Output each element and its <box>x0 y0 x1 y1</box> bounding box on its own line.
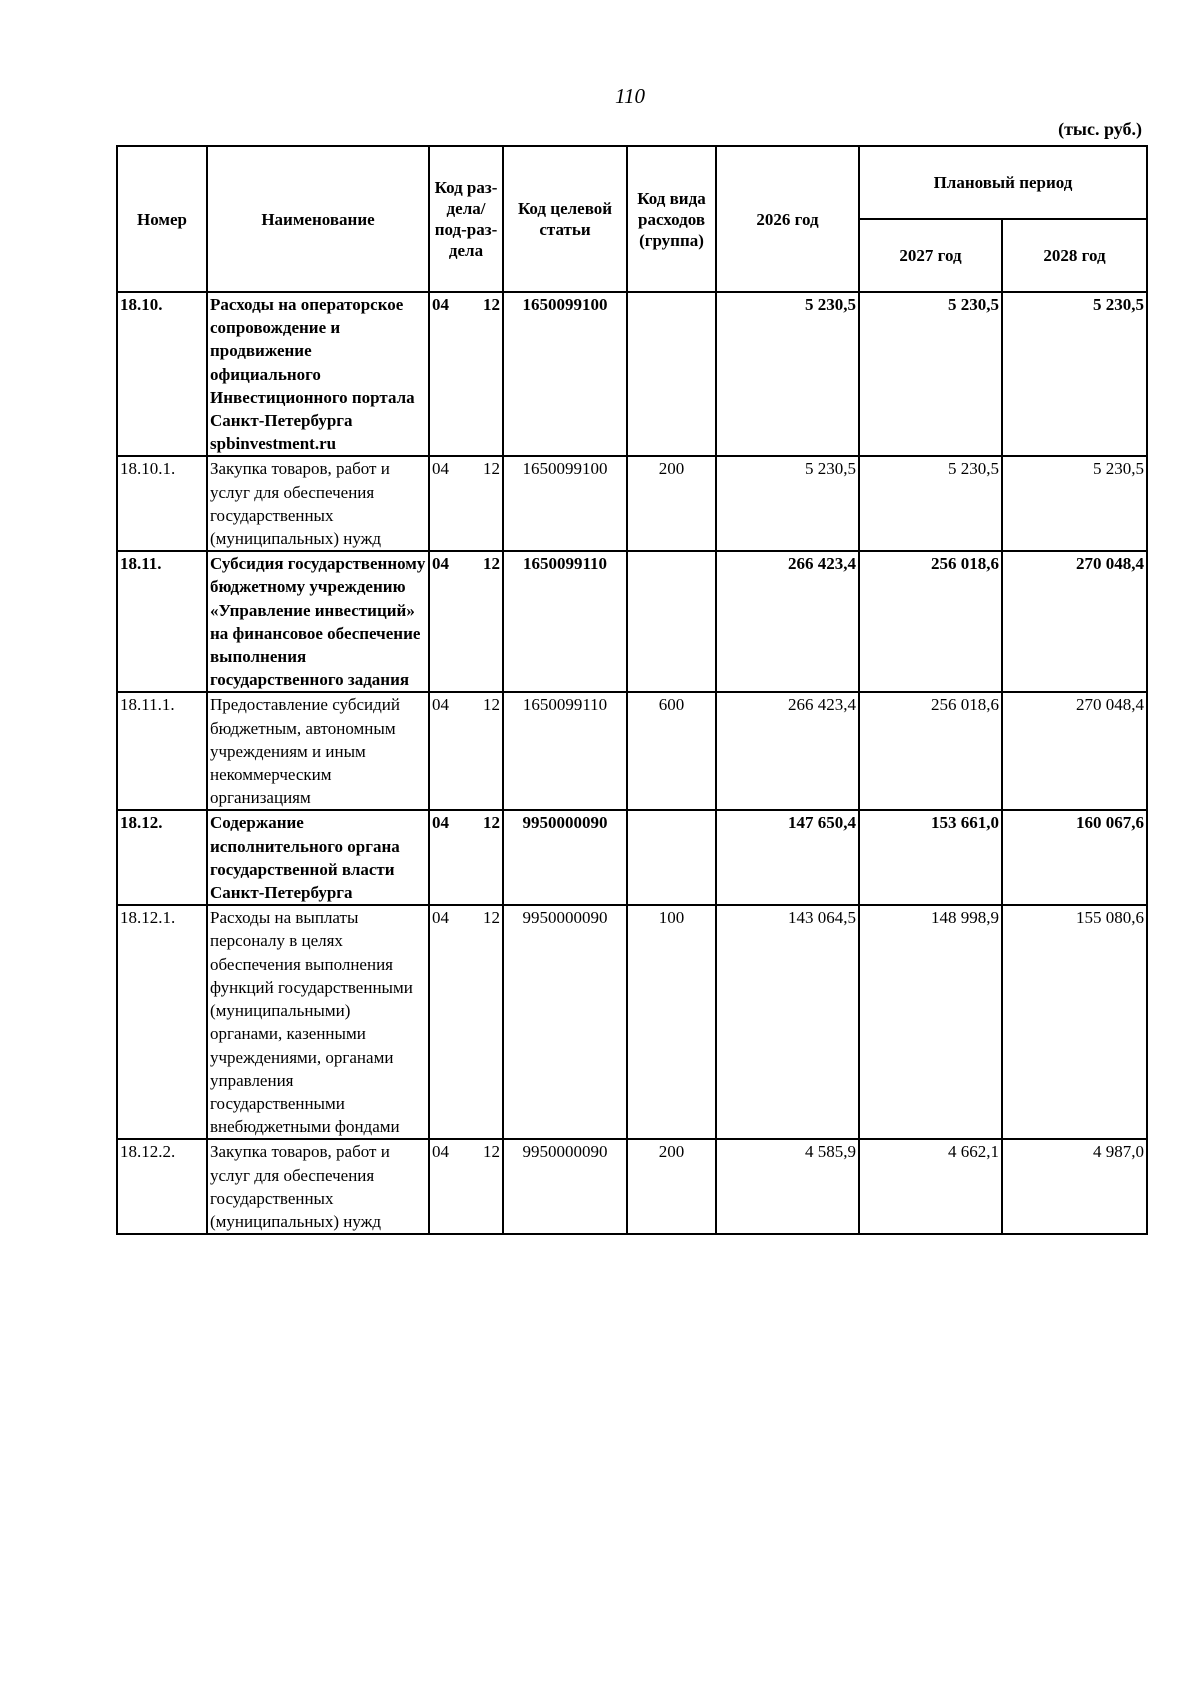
row-amount-2027: 5 230,5 <box>859 292 1002 456</box>
header-2026: 2026 год <box>716 146 859 292</box>
section-code: 04 <box>432 459 449 479</box>
section-code: 04 <box>432 813 449 833</box>
header-target: Код целевой статьи <box>503 146 627 292</box>
row-amount-2026: 143 064,5 <box>716 905 859 1139</box>
row-section-code <box>429 905 503 1139</box>
subsection-code: 12 <box>483 459 500 479</box>
row-number: 18.12.1. <box>117 905 207 1139</box>
row-number: 18.11.1. <box>117 692 207 810</box>
section-code: 04 <box>432 1142 449 1162</box>
row-name: Предоставление субсидий бюджетным, автономным учреждениям и иным некоммерческим организациям <box>207 692 429 810</box>
row-amount-2028: 5 230,5 <box>1002 292 1147 456</box>
header-section: Код раз-дела/ под-раз-дела <box>429 146 503 292</box>
row-expense-group <box>627 292 716 456</box>
row-amount-2027: 153 661,0 <box>859 810 1002 905</box>
units-label: (тыс. руб.) <box>1058 119 1142 139</box>
row-section-code <box>429 810 503 905</box>
header-2028: 2028 год <box>1002 219 1147 292</box>
row-number: 18.12. <box>117 810 207 905</box>
row-amount-2027: 4 662,1 <box>859 1139 1002 1234</box>
subsection-code: 12 <box>483 295 500 314</box>
row-amount-2027: 256 018,6 <box>859 692 1002 810</box>
row-target-code: 1650099110 <box>503 551 627 692</box>
row-section-code <box>429 692 503 810</box>
row-target-code: 1650099110 <box>503 692 627 810</box>
row-target-code: 1650099100 <box>503 292 627 456</box>
row-name: Закупка товаров, работ и услуг для обеспечения государственных (муниципальных) нужд <box>207 1139 429 1234</box>
row-target-code: 9950000090 <box>503 810 627 905</box>
row-amount-2028: 4 987,0 <box>1002 1139 1147 1234</box>
row-target-code: 9950000090 <box>503 905 627 1139</box>
row-amount-2026: 4 585,9 <box>716 1139 859 1234</box>
row-amount-2026: 5 230,5 <box>716 292 859 456</box>
row-amount-2027: 256 018,6 <box>859 551 1002 692</box>
row-amount-2028: 270 048,4 <box>1002 551 1147 692</box>
row-amount-2028: 5 230,5 <box>1002 456 1147 551</box>
row-name: Закупка товаров, работ и услуг для обеспечения государственных (муниципальных) нужд <box>207 456 429 551</box>
row-number: 18.11. <box>117 551 207 692</box>
budget-table <box>116 145 1148 1235</box>
table-row <box>117 292 1147 456</box>
header-expense-type: Код вида расходов (группа) <box>627 146 716 292</box>
header-number: Номер <box>117 146 207 292</box>
row-target-code: 1650099100 <box>503 456 627 551</box>
header-planned-period: Плановый период <box>859 146 1147 219</box>
row-amount-2028: 270 048,4 <box>1002 692 1147 810</box>
header-name: Наименование <box>207 146 429 292</box>
row-amount-2026: 266 423,4 <box>716 692 859 810</box>
row-expense-group: 600 <box>627 692 716 810</box>
table-row <box>117 692 1147 810</box>
table-row <box>117 905 1147 1139</box>
table-row <box>117 456 1147 551</box>
row-amount-2026: 266 423,4 <box>716 551 859 692</box>
section-code: 04 <box>432 295 449 314</box>
row-amount-2026: 5 230,5 <box>716 456 859 551</box>
section-code: 04 <box>432 554 449 574</box>
subsection-code: 12 <box>483 813 500 833</box>
row-amount-2026: 147 650,4 <box>716 810 859 905</box>
table-row <box>117 810 1147 905</box>
subsection-code: 12 <box>483 554 500 574</box>
row-name: Расходы на выплаты персоналу в целях обеспечения выполнения функций государственными (муниципальными) органами, казенными учреждениями, органами управления государственными внебюджетными фондами <box>207 905 429 1139</box>
table-row <box>117 551 1147 692</box>
header-2027: 2027 год <box>859 219 1002 292</box>
row-number: 18.12.2. <box>117 1139 207 1234</box>
row-target-code: 9950000090 <box>503 1139 627 1234</box>
subsection-code: 12 <box>483 1142 500 1162</box>
row-number: 18.10.1. <box>117 456 207 551</box>
row-section-code <box>429 292 503 456</box>
row-amount-2027: 5 230,5 <box>859 456 1002 551</box>
row-number: 18.10. <box>117 292 207 456</box>
row-section-code <box>429 551 503 692</box>
row-expense-group: 200 <box>627 456 716 551</box>
table-row <box>117 1139 1147 1234</box>
row-section-code <box>429 456 503 551</box>
row-amount-2028: 155 080,6 <box>1002 905 1147 1139</box>
row-expense-group: 200 <box>627 1139 716 1234</box>
row-amount-2027: 148 998,9 <box>859 905 1002 1139</box>
subsection-code: 12 <box>483 908 500 928</box>
row-name: Субсидия государственному бюджетному учреждению «Управление инвестиций» на финансовое обеспечение выполнения государственного задания <box>207 551 429 692</box>
row-expense-group <box>627 810 716 905</box>
row-name: Расходы на операторское сопровождение и продвижение официального Инвестиционного портала Санкт-Петербурга spbinvestment.ru <box>207 292 429 456</box>
row-expense-group: 100 <box>627 905 716 1139</box>
row-amount-2028: 160 067,6 <box>1002 810 1147 905</box>
subsection-code: 12 <box>483 695 500 715</box>
section-code: 04 <box>432 908 449 928</box>
row-name: Содержание исполнительного органа государственной власти Санкт-Петербурга <box>207 810 429 905</box>
row-expense-group <box>627 551 716 692</box>
page-number: 110 <box>615 84 645 108</box>
row-section-code <box>429 1139 503 1234</box>
section-code: 04 <box>432 695 449 715</box>
